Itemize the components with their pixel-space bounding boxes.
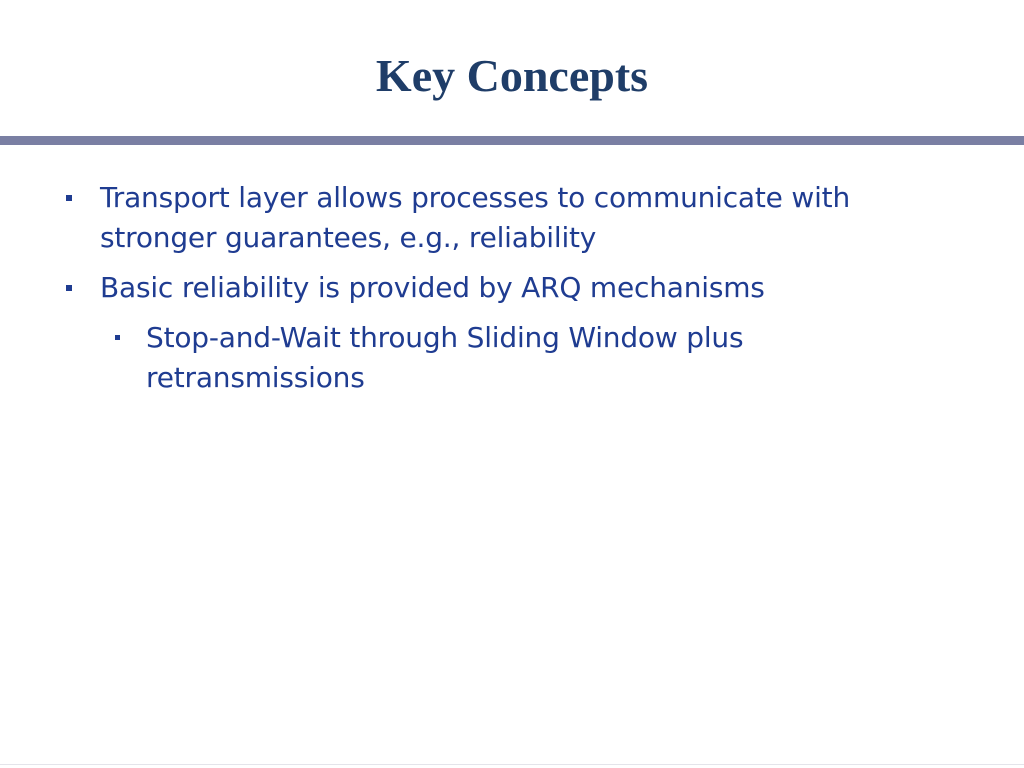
- square-bullet-icon: [66, 195, 72, 201]
- square-bullet-icon: [66, 285, 72, 291]
- title-divider: [0, 136, 1024, 145]
- bullet-text: Basic reliability is provided by ARQ mechanisms: [100, 271, 765, 304]
- bullet-text: Transport layer allows processes to communicate with stronger guarantees, e.g., reliability: [100, 181, 851, 254]
- sub-bullet-text: Stop-and-Wait through Sliding Window plus retransmissions: [146, 321, 744, 394]
- slide-title: Key Concepts: [375, 50, 649, 101]
- bullet-item: [0, 268, 1024, 308]
- sub-bullet-item: [0, 318, 1024, 398]
- footer-divider: [0, 764, 1024, 765]
- bullet-item: [0, 178, 1024, 258]
- square-bullet-icon: [115, 335, 120, 340]
